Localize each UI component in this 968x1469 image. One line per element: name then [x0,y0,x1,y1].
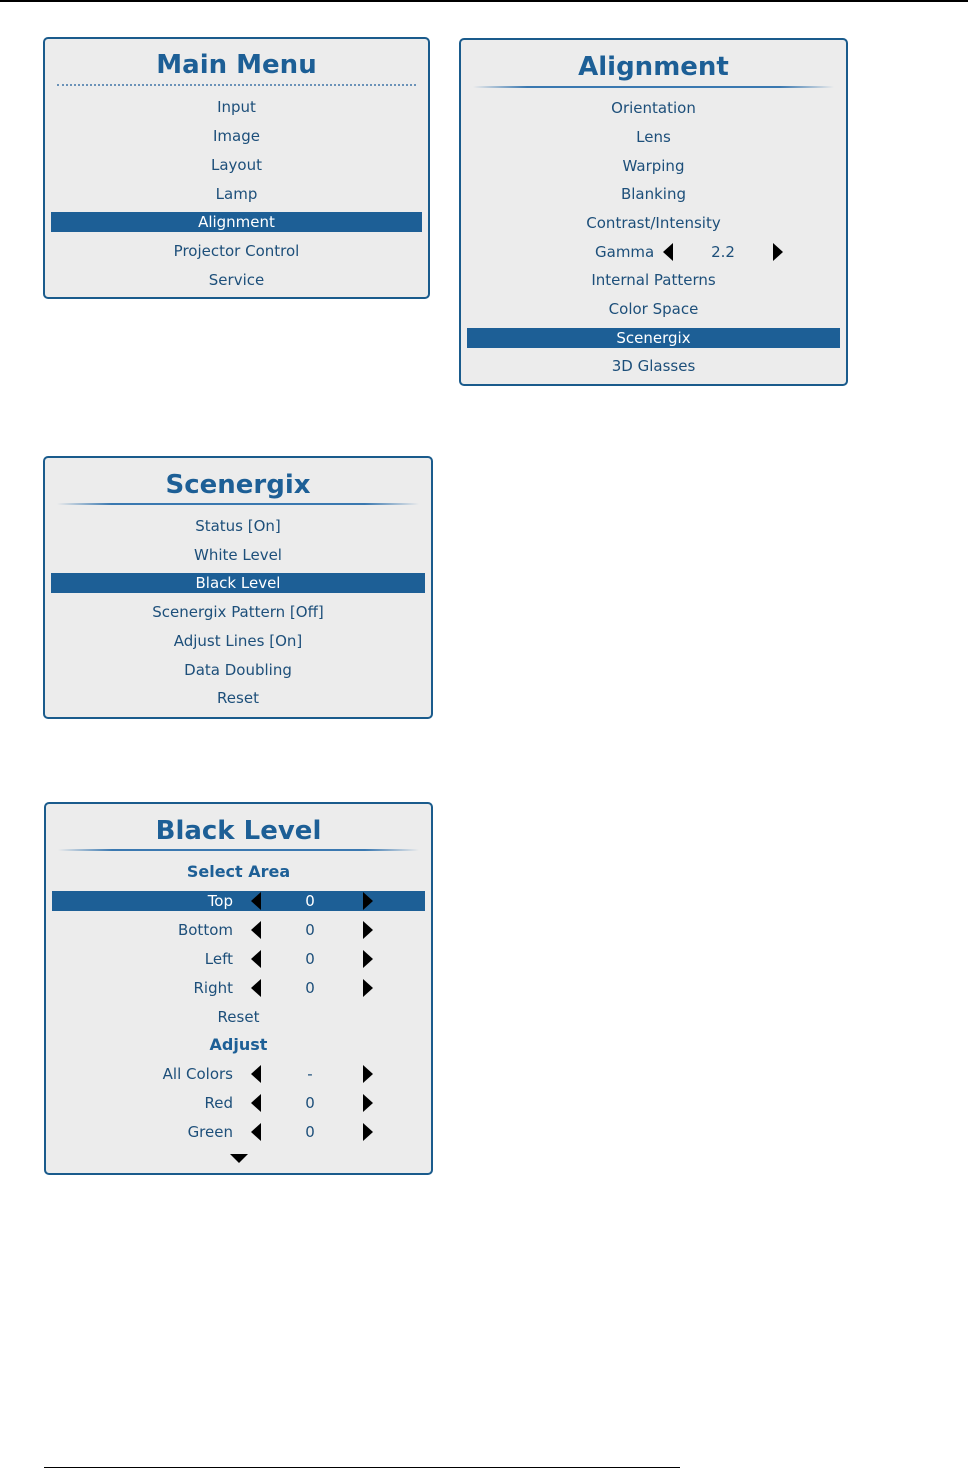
decrease-arrow-icon[interactable] [251,892,261,910]
area-row-top[interactable] [52,891,425,911]
main-menu-item-alignment[interactable]: Alignment [51,212,422,232]
adjust-row-label: Green [187,1123,233,1141]
area-row-value: 0 [305,921,315,939]
gamma-decrease-arrow-icon[interactable] [663,243,673,261]
increase-arrow-icon[interactable] [363,979,373,997]
scenergix-item-white-level[interactable]: White Level [194,546,282,564]
alignment-item-warping[interactable]: Warping [622,157,685,175]
scenergix-menu-title: Scenergix [165,470,311,500]
decrease-arrow-icon[interactable] [251,1123,261,1141]
scenergix-item-data-doubling[interactable]: Data Doubling [184,661,292,679]
area-row-value: 0 [305,950,315,968]
main-menu-item-projector-control[interactable]: Projector Control [173,242,300,260]
adjust-row-all-colors[interactable] [52,1064,425,1084]
gamma-value: 2.2 [711,243,735,261]
scenergix-item-status[interactable]: Status [On] [195,517,281,535]
decrease-arrow-icon[interactable] [251,1065,261,1083]
area-row-value: 0 [305,979,315,997]
gamma-label: Gamma [595,243,655,261]
area-row-value: 0 [305,892,315,910]
alignment-item-internal-patterns[interactable]: Internal Patterns [591,271,716,289]
main-menu-item-input[interactable]: Input [217,98,256,116]
black-level-menu-panel [44,802,433,1175]
adjust-row-value: 0 [305,1094,315,1112]
adjust-row-value: 0 [305,1123,315,1141]
page-bottom-rule [44,1467,680,1468]
adjust-row-label: Red [204,1094,233,1112]
increase-arrow-icon[interactable] [363,1094,373,1112]
adjust-row-green[interactable] [52,1122,425,1142]
scenergix-item-black-level[interactable]: Black Level [51,573,425,593]
alignment-menu-title: Alignment [578,52,729,82]
increase-arrow-icon[interactable] [363,950,373,968]
area-row-left[interactable] [52,949,425,969]
area-row-bottom[interactable] [52,920,425,940]
area-row-right[interactable] [52,978,425,998]
area-row-label: Bottom [177,921,233,939]
black-level-menu-title: Black Level [155,816,322,846]
alignment-item-3d-glasses[interactable]: 3D Glasses [611,357,696,375]
main-menu-item-layout[interactable]: Layout [211,156,262,174]
page-top-rule [0,0,968,2]
adjust-row-red[interactable] [52,1093,425,1113]
alignment-title-separator [473,86,834,88]
decrease-arrow-icon[interactable] [251,1094,261,1112]
increase-arrow-icon[interactable] [363,921,373,939]
scenergix-title-separator [57,503,419,505]
main-menu-item-service[interactable]: Service [208,271,265,289]
main-menu-item-lamp[interactable]: Lamp [215,185,258,203]
alignment-item-scenergix[interactable]: Scenergix [467,328,840,348]
main-menu-title-separator [57,84,416,86]
black-level-title-separator [58,849,419,851]
alignment-item-blanking[interactable]: Blanking [620,185,687,203]
adjust-heading: Adjust [209,1035,268,1054]
scenergix-item-reset[interactable]: Reset [217,689,259,707]
scenergix-menu-panel [43,456,433,719]
main-menu-title: Main Menu [156,50,317,80]
main-menu-panel [43,37,430,299]
alignment-item-lens[interactable]: Lens [636,128,671,146]
decrease-arrow-icon[interactable] [251,921,261,939]
gamma-increase-arrow-icon[interactable] [773,243,783,261]
alignment-item-gamma[interactable] [467,242,840,262]
select-area-heading: Select Area [186,862,291,881]
alignment-item-color-space[interactable]: Color Space [608,300,699,318]
increase-arrow-icon[interactable] [363,892,373,910]
alignment-menu-panel [459,38,848,386]
adjust-row-label: All Colors [162,1065,233,1083]
scroll-down-arrow-icon[interactable] [230,1154,248,1163]
alignment-item-orientation[interactable]: Orientation [611,99,696,117]
decrease-arrow-icon[interactable] [251,979,261,997]
scenergix-item-pattern[interactable]: Scenergix Pattern [Off] [152,603,324,621]
black-level-reset-item[interactable]: Reset [217,1008,260,1026]
adjust-row-value: - [307,1065,313,1083]
area-row-label: Left [204,950,233,968]
decrease-arrow-icon[interactable] [251,950,261,968]
scenergix-item-adjust-lines[interactable]: Adjust Lines [On] [173,632,303,650]
increase-arrow-icon[interactable] [363,1123,373,1141]
alignment-item-contrast-intensity[interactable]: Contrast/Intensity [586,214,721,232]
increase-arrow-icon[interactable] [363,1065,373,1083]
main-menu-item-image[interactable]: Image [213,127,260,145]
area-row-label: Top [207,892,233,910]
area-row-label: Right [193,979,233,997]
